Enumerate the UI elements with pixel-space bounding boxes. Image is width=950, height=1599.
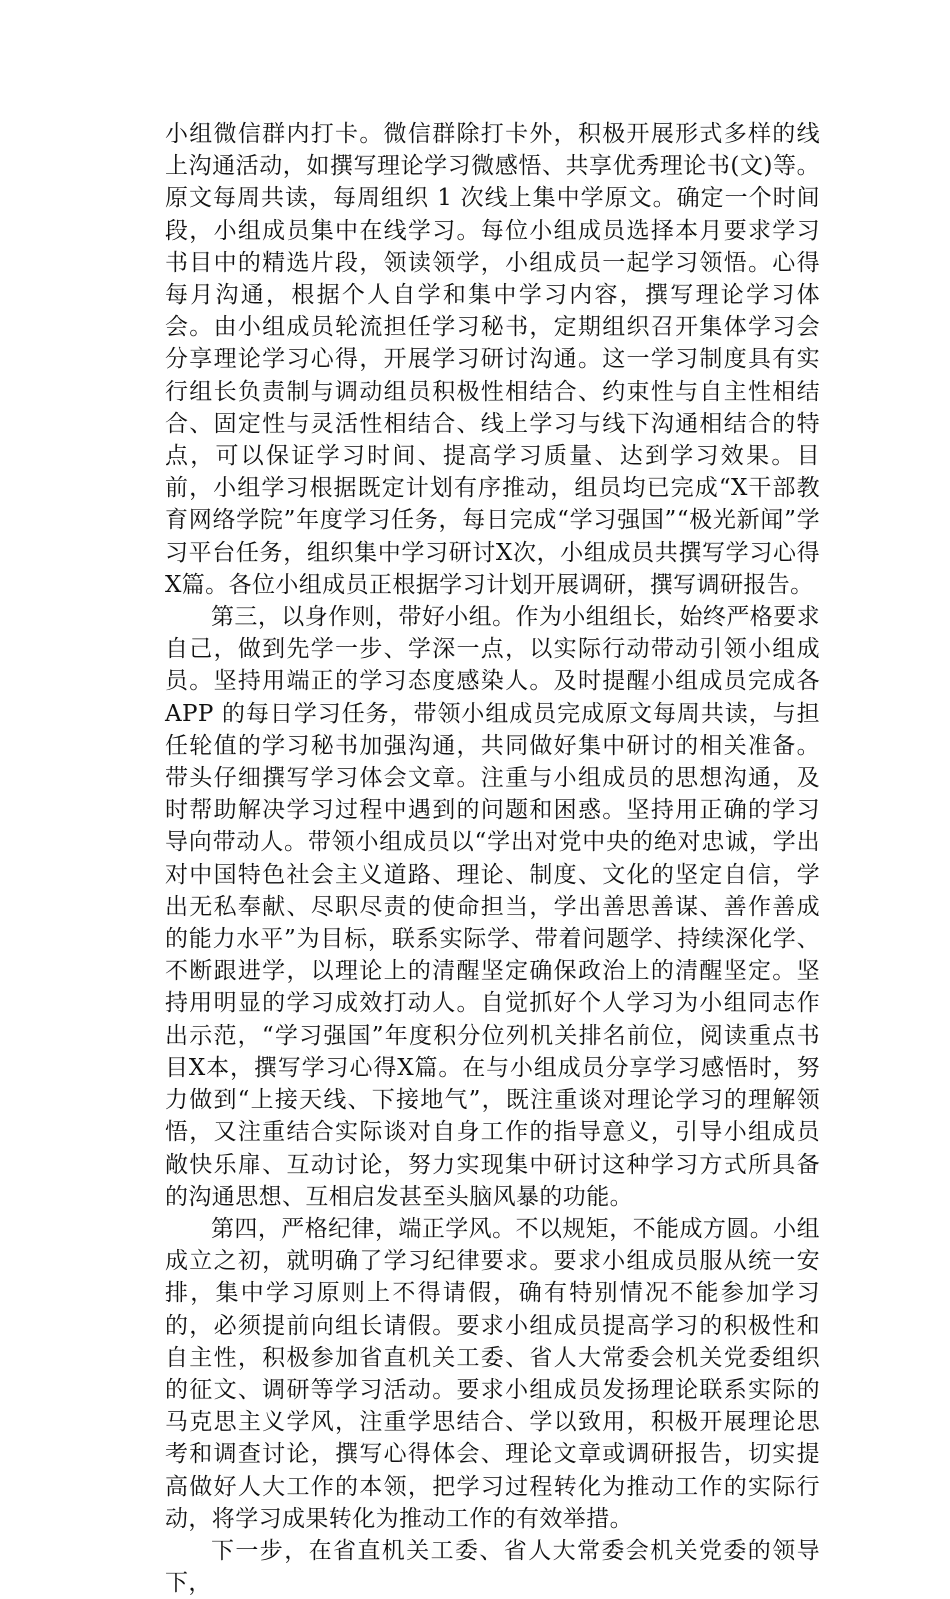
paragraph-3: 第四，严格纪律，端正学风。不以规矩，不能成方圆。小组成立之初，就明确了学习纪律要求。要求小组成员服从统一安排，集中学习原则上不得请假，确有特别情况不能参加学习的，必须提前向组长请假。要求小组成员提高学习的积极性和自主性，积极参加省直机关工委、省人大常委会机关党委组织的征文、调研等学习活动。要求小组成员发扬理论联系实际的马克思主义学风，注重学思结合、学以致用，积极开展理论思考和调查讨论，撰写心得体会、理论文章或调研报告，切实提高做好人大工作的本领，把学习过程转化为推动工作的实际行动，将学习成果转化为推动工作的有效举措。 [165,1215,820,1532]
document-body [165,118,820,1599]
paragraph-2: 第三，以身作则，带好小组。作为小组组长，始终严格要求自己，做到先学一步、学深一点，以实际行动带动引领小组成员。坚持用端正的学习态度感染人。及时提醒小组成员完成各 APP 的每日学习任务，带领小组成员完成原文每周共读，与担任轮值的学习秘书加强沟通，共同做好集中研讨的相关准备。带头仔细撰写学习体会文章。注重与小组成员的思想沟通，及时帮助解决学习过程中遇到的问题和困惑。坚持用正确的学习导向带动人。带领小组成员以“学出对党中央的绝对忠诚，学出对中国特色社会主义道路、理论、制度、文化的坚定自信，学出无私奉献、尽职尽责的使命担当，学出善思善谋、善作善成的能力水平”为目标，联系实际学、带着问题学、持续深化学、不断跟进学，以理论上的清醒坚定确保政治上的清醒坚定。坚持用明显的学习成效打动人。自觉抓好个人学习为小组同志作出示范，“学习强国”年度积分位列机关排名前位，阅读重点书目X本，撰写学习心得X篇。在与小组成员分享学习感悟时，努力做到“上接天线、下接地气”，既注重谈对理论学习的理解领悟，又注重结合实际谈对自身工作的指导意义，引导小组成员敞快乐扉、互动讨论，努力实现集中研讨这种学习方式所具备的沟通思想、互相启发甚至头脑风暴的功能。 [165,604,820,1210]
paragraph-4: 下一步，在省直机关工委、省人大常委会机关党委的领导下， [165,1537,820,1597]
paragraph-1: 小组微信群内打卡。微信群除打卡外，积极开展形式多样的线上沟通活动，如撰写理论学习微感悟、共享优秀理论书(文)等。原文每周共读，每周组织 1 次线上集中学原文。确定一个时间段，小组成员集中在线学习。每位小组成员选择本月要求学习书目中的精选片段，领读领学，小组成员一起学习领悟。心得每月沟通，根据个人自学和集中学习内容，撰写理论学习体会。由小组成员轮流担任学习秘书，定期组织召开集体学习会分享理论学习心得，开展学习研讨沟通。这一学习制度具有实行组长负责制与调动组员积极性相结合、约束性与自主性相结合、固定性与灵活性相结合、线上学习与线下沟通相结合的特点，可以保证学习时间、提高学习质量、达到学习效果。目前，小组学习根据既定计划有序推动，组员均已完成“X干部教育网络学院”年度学习任务，每日完成“学习强国”“极光新闻”学习平台任务，组织集中学习研讨X次，小组成员共撰写学习心得X篇。各位小组成员正根据学习计划开展调研，撰写调研报告。 [165,121,820,598]
